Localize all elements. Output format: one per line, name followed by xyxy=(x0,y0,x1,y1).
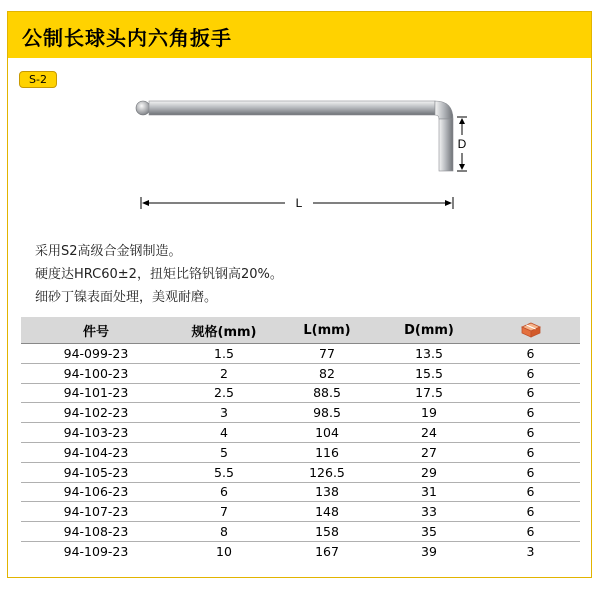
cell-pack-quantity: 6 xyxy=(481,403,580,423)
cell-part-number: 94-108-23 xyxy=(21,522,171,542)
cell-part-number: 94-109-23 xyxy=(63,543,129,559)
cell-length: 88.5 xyxy=(277,383,377,403)
cell-length: 167 xyxy=(315,543,339,559)
cell-pack-quantity: 6 xyxy=(481,462,580,482)
cell-depth: 31 xyxy=(377,482,481,502)
dimension-d-label: D xyxy=(457,137,467,151)
cell-pack-quantity: 6 xyxy=(481,522,580,542)
cell-size: 6 xyxy=(171,482,277,502)
cell-pack-quantity: 6 xyxy=(481,502,580,522)
cell-size: 1.5 xyxy=(171,344,277,364)
cell-length: 138 xyxy=(277,482,377,502)
cell-depth: 24 xyxy=(377,423,481,443)
table-header-row xyxy=(21,317,580,344)
cell-depth: 35 xyxy=(377,522,481,542)
description-line-2: 硬度达HRC60±2，扭矩比铬钒钢高20%。 xyxy=(35,267,283,282)
cell-pack-quantity: 6 xyxy=(481,363,580,383)
cell-part-number: 94-102-23 xyxy=(21,403,171,423)
cell-pack-quantity: 6 xyxy=(481,482,580,502)
short-leg xyxy=(439,119,453,171)
cell-part-number: 94-106-23 xyxy=(21,482,171,502)
table-row xyxy=(21,383,580,403)
cell-length: 98.5 xyxy=(277,403,377,423)
page-title: 公制长球头内六角扳手 xyxy=(22,26,232,50)
cell-pack-quantity: 6 xyxy=(481,442,580,462)
cell-part-number: 94-105-23 xyxy=(21,462,171,482)
hex-key-drawing xyxy=(120,85,480,225)
box-icon xyxy=(521,322,541,338)
cell-length: 82 xyxy=(277,363,377,383)
cell-length: 116 xyxy=(277,442,377,462)
description-line-1: 采用S2高级合金钢制造。 xyxy=(35,244,182,259)
cell-depth: 13.5 xyxy=(377,344,481,364)
cell-depth: 15.5 xyxy=(377,363,481,383)
header-pack-quantity xyxy=(481,317,580,344)
table-row xyxy=(21,462,580,482)
cell-part-number: 94-101-23 xyxy=(21,383,171,403)
table-row xyxy=(21,403,580,423)
cell-size: 7 xyxy=(171,502,277,522)
cell-size: 5.5 xyxy=(171,462,277,482)
cell-length: 158 xyxy=(277,522,377,542)
cell-size: 4 xyxy=(171,423,277,443)
table-row xyxy=(21,502,580,522)
ball-end xyxy=(136,101,150,115)
cell-depth: 39 xyxy=(421,543,437,559)
cell-size: 10 xyxy=(216,543,232,559)
bend xyxy=(435,101,453,119)
cell-pack-quantity: 6 xyxy=(481,383,580,403)
cell-depth: 33 xyxy=(377,502,481,522)
cell-length: 77 xyxy=(277,344,377,364)
cell-depth: 17.5 xyxy=(377,383,481,403)
table-row xyxy=(21,344,580,364)
cell-part-number: 94-104-23 xyxy=(21,442,171,462)
cell-size: 8 xyxy=(171,522,277,542)
cell-part-number: 94-099-23 xyxy=(21,344,171,364)
cell-size: 2.5 xyxy=(171,383,277,403)
table-row xyxy=(21,522,580,542)
header-depth: D(mm) xyxy=(377,317,481,344)
cell-part-number: 94-100-23 xyxy=(21,363,171,383)
series-badge: S-2 xyxy=(19,71,57,88)
table-row xyxy=(21,442,580,462)
cell-depth: 29 xyxy=(377,462,481,482)
spec-table xyxy=(21,317,580,561)
header-part-number: 件号 xyxy=(21,317,171,344)
header-length: L(mm) xyxy=(277,317,377,344)
description-line-3: 细砂丁镍表面处理，美观耐磨。 xyxy=(35,290,218,305)
table-row xyxy=(21,363,580,383)
cell-pack-quantity: 6 xyxy=(481,423,580,443)
cell-part-number: 94-103-23 xyxy=(21,423,171,443)
table-row xyxy=(21,482,580,502)
long-shaft xyxy=(149,101,435,115)
cell-size: 2 xyxy=(171,363,277,383)
cell-length: 148 xyxy=(277,502,377,522)
cell-depth: 19 xyxy=(377,403,481,423)
table-row xyxy=(21,541,580,560)
dimension-l-label: L xyxy=(295,196,303,210)
cell-depth: 27 xyxy=(377,442,481,462)
table-row xyxy=(21,423,580,443)
header-size: 规格(mm) xyxy=(171,317,277,344)
cell-pack-quantity: 3 xyxy=(526,543,535,559)
cell-pack-quantity: 6 xyxy=(481,344,580,364)
cell-length: 104 xyxy=(277,423,377,443)
cell-part-number: 94-107-23 xyxy=(21,502,171,522)
cell-size: 5 xyxy=(171,442,277,462)
cell-length: 126.5 xyxy=(277,462,377,482)
cell-size: 3 xyxy=(171,403,277,423)
